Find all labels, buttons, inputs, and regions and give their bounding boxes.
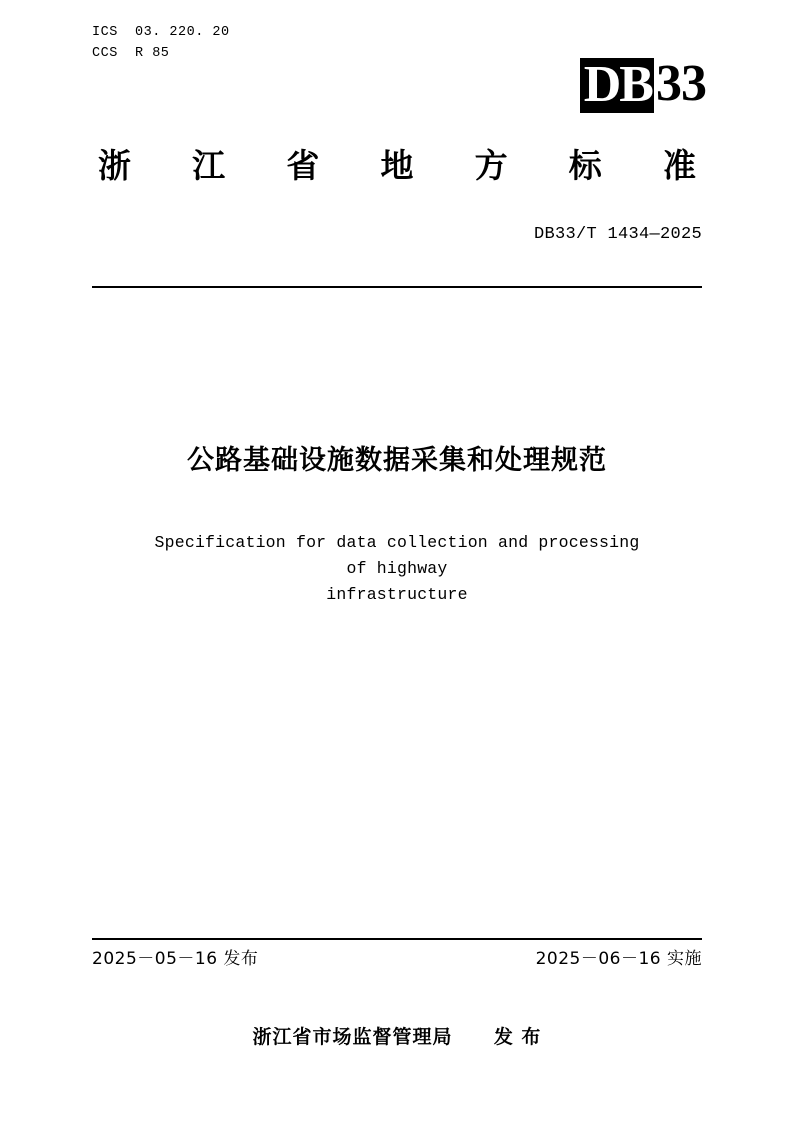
std-title-char-4: 方 [474, 146, 508, 185]
publisher-action: 发 布 [493, 1026, 542, 1048]
publisher-line [0, 1022, 794, 1049]
db33-logo [580, 55, 706, 113]
document-title-english [140, 530, 654, 608]
ccs-code: CCS R 85 [92, 46, 170, 61]
document-title-english-line2: infrastructure [326, 585, 468, 604]
document-title-english-line1: Specification for data collection and processing of highway [154, 533, 640, 578]
std-title-char-2: 省 [286, 146, 320, 185]
std-title-char-5: 标 [568, 146, 602, 185]
implementation-date: 2025－06－16 实施 [535, 949, 702, 969]
std-title-char-0: 浙 [98, 146, 131, 185]
document-title-chinese: 公路基础设施数据采集和处理规范 [187, 445, 607, 476]
header-divider [92, 286, 702, 288]
std-title-char-3: 地 [380, 146, 414, 185]
classification-codes [92, 22, 230, 64]
db33-logo-number: 33 [656, 55, 706, 112]
publisher-name: 浙江省市场监督管理局 [252, 1026, 453, 1048]
standard-type-title [92, 140, 702, 187]
ics-code: ICS 03. 220. 20 [92, 25, 230, 40]
standard-number: DB33/T 1434—2025 [533, 225, 702, 244]
std-title-char-6: 准 [662, 146, 696, 185]
std-title-char-1: 江 [192, 146, 226, 185]
db33-logo-prefix: DB [580, 58, 654, 113]
footer-divider [92, 938, 702, 940]
issue-date: 2025－05－16 发布 [92, 949, 259, 969]
